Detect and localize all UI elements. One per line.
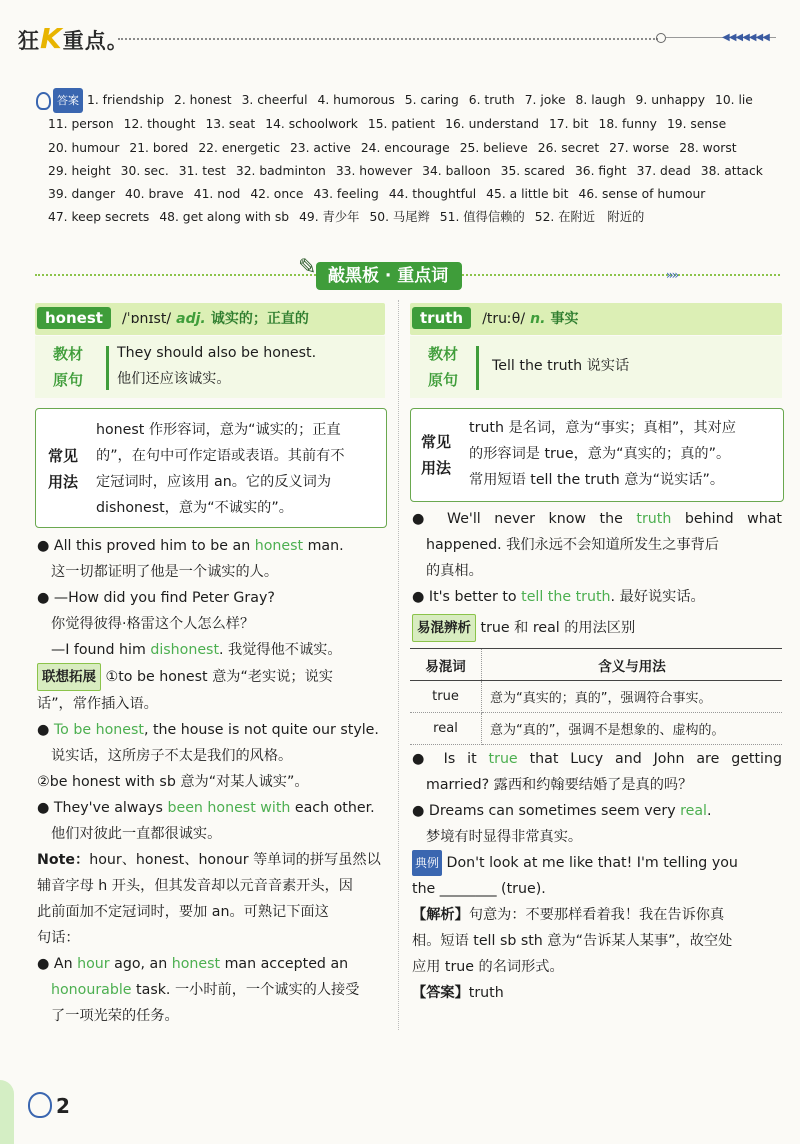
answer-item: 17. bit — [548, 117, 589, 132]
answer-item: 18. funny — [598, 117, 657, 132]
typical-example-blank: the ________ (true). — [412, 881, 546, 897]
answer-item: 24. encourage — [360, 140, 450, 155]
label-original: 原句 — [428, 371, 459, 389]
answer-item: 43. feeling — [313, 187, 379, 202]
answer-item: 36. fight — [574, 163, 627, 178]
note-tag: Note： — [37, 852, 90, 868]
answer-item: 1. friendship — [87, 93, 165, 107]
sentence-en: Tell the truth 说实话 — [492, 358, 630, 374]
comparison-table — [410, 648, 782, 745]
answer-item: 52. 在附近 附近的 — [534, 210, 645, 225]
answer-item: 33. however — [335, 163, 413, 178]
table-row — [410, 713, 782, 745]
examples-truth-2 — [412, 746, 782, 1006]
usage-line: 的”，在句中可作定语或表语。其前有不 — [96, 448, 345, 464]
example-zh: 的真相。 — [426, 563, 483, 579]
answer-item: 9. unhappy — [635, 93, 705, 107]
answer-item: 19. sense — [666, 117, 727, 132]
answer-item: 37. dead — [636, 163, 691, 178]
example-line: ● —How did you find Peter Gray? — [37, 590, 275, 606]
answer-row — [36, 88, 776, 113]
answer-item: 5. caring — [404, 93, 459, 107]
comparison-heading — [412, 614, 782, 642]
page-number: 2 — [56, 1094, 70, 1118]
usage-text — [96, 417, 380, 521]
part-of-speech: adj. — [176, 311, 206, 327]
usage-label: 常见 — [48, 447, 79, 465]
sentence-en: They should also be honest. — [117, 345, 317, 361]
gloss: 诚实的；正直的 — [210, 311, 309, 327]
phonetic: /ˈɒnɪst/ — [122, 311, 172, 327]
table-cell: real — [410, 713, 482, 745]
answer-item: 41. nod — [193, 187, 241, 202]
example-zh: happened. 我们永远不会知道所发生之事背后 — [426, 537, 719, 553]
arrow-left-icon: ◀◀◀◀◀◀◀ — [722, 32, 769, 43]
table-cell: 意为“真实的；真的”，强调符合事实。 — [482, 681, 783, 713]
analysis-line: 【解析】句意为：不要那样看着我！我在告诉你真 — [412, 907, 725, 923]
sentence-zh: 他们还应该诚实。 — [117, 371, 231, 387]
answer-item: 25. believe — [459, 140, 528, 155]
example-zh: 他们对彼此一直都很诚实。 — [51, 826, 222, 842]
answer-item: 21. bored — [129, 140, 189, 155]
chevrons-right-icon: ›››› — [666, 268, 678, 282]
usage-label: 用法 — [421, 459, 452, 477]
label-textbook: 教材 — [428, 345, 459, 363]
example-line: —I found him dishonest. 我觉得他不诚实。 — [51, 642, 342, 658]
label-original: 原句 — [53, 371, 84, 389]
example-line: ● It's better to tell the truth. 最好说实话。 — [412, 589, 705, 605]
answer-row — [36, 160, 776, 183]
answer-item: 28. worst — [679, 140, 737, 155]
answer-item: 4. humorous — [317, 93, 395, 107]
chalkboard-icon: ✎ — [298, 255, 317, 280]
answer-row — [36, 183, 776, 206]
answer-item: 47. keep secrets — [48, 210, 150, 225]
textbook-sentence-truth — [410, 336, 782, 398]
answer-item: 12. thought — [123, 117, 196, 132]
answer-item: 11. person — [48, 117, 114, 132]
answer-item: 31. test — [178, 163, 226, 178]
word-tag: truth — [412, 307, 471, 329]
answer-item: 3. cheerful — [241, 93, 308, 107]
logo-text: 重点 — [62, 29, 107, 53]
answer-item: 13. seat — [205, 117, 256, 132]
answer-item: 44. thoughtful — [388, 187, 477, 202]
answer-item: 39. danger — [48, 187, 116, 202]
extension-line: 话”，常作插入语。 — [37, 696, 158, 712]
table-header: 易混词 — [410, 649, 482, 681]
answer-item: 46. sense of humour — [578, 187, 706, 202]
accent-bar — [476, 346, 479, 390]
answer-item: 35. scared — [500, 163, 565, 178]
example-zh: 梦境有时显得非常真实。 — [426, 829, 583, 845]
note-line: 此前面加不定冠词时，要加 an。可熟记下面这 — [37, 904, 329, 920]
answer-item: 51. 值得信赖的 — [439, 210, 525, 225]
answer-item: 8. laugh — [575, 93, 626, 107]
example-line: ● To be honest, the house is not quite our style. — [37, 722, 379, 738]
word-tag: honest — [37, 307, 111, 329]
answer-item: 30. sec. — [120, 163, 169, 178]
typical-example: 典例 Don't look at me like that! I'm telling you — [412, 850, 782, 876]
analysis-line: 应用 true 的名词形式。 — [412, 959, 564, 975]
answer-item: 26. secret — [537, 140, 600, 155]
usage-label: 常见 — [421, 433, 452, 451]
answer-line: 【答案】truth — [412, 985, 504, 1001]
answer-item: 10. lie — [715, 93, 753, 107]
answer-item: 32. badminton — [235, 163, 326, 178]
logo-k: K — [40, 22, 63, 55]
example-zh: 了一项光荣的任务。 — [51, 1008, 179, 1024]
answer-item: 23. active — [289, 140, 351, 155]
answer-item: 48. get along with sb — [159, 210, 290, 225]
answer-item: 34. balloon — [422, 163, 491, 178]
extension-line: 联想拓展 ①to be honest 意为“老实说；说实 — [37, 663, 387, 691]
word-header-honest — [35, 303, 385, 335]
answer-item: 29. height — [48, 163, 111, 178]
usage-line: 定冠词时，应该用 an。它的反义词为 — [96, 474, 332, 490]
answer-item: 20. humour — [48, 140, 120, 155]
example-zh: 这一切都证明了他是一个诚实的人。 — [51, 564, 279, 580]
table-row — [410, 681, 782, 713]
answer-row — [36, 206, 776, 229]
column-divider — [398, 300, 399, 1030]
example-line: ● An hour ago, an honest man accepted an — [37, 956, 349, 972]
usage-line: 常用短语 tell the truth 意为“说实话”。 — [469, 472, 725, 488]
word-header-truth — [410, 303, 782, 335]
example-zh: 说实话，这所房子不太是我们的风格。 — [51, 748, 293, 764]
usage-line: 的形容词是 true，意为“真实的；真的”。 — [469, 446, 731, 462]
answer-key — [36, 88, 776, 230]
answer-item: 27. worse — [609, 140, 670, 155]
answer-badge: 答案 — [53, 88, 83, 113]
example-zh: married? 露西和约翰要结婚了是真的吗？ — [426, 777, 693, 793]
comparison-title: true 和 real 的用法区别 — [480, 620, 636, 636]
table-header: 含义与用法 — [482, 649, 783, 681]
brand-logo — [18, 22, 129, 55]
example-line: ● All this proved him to be an honest man. — [37, 538, 344, 554]
example-zh: 你觉得彼得·格雷这个人怎么样？ — [51, 616, 255, 632]
example-line: ● Is it true that Lucy and John are getting — [412, 751, 782, 767]
answer-item: 22. energetic — [198, 140, 280, 155]
section-banner: 敲黑板 · 重点词 — [316, 262, 462, 290]
page-corner-decoration — [0, 1080, 14, 1144]
analysis-line: 相。短语 tell sb sth 意为“告诉某人某事”，故空处 — [412, 933, 733, 949]
part-of-speech: n. — [530, 311, 546, 327]
answer-item: 16. understand — [445, 117, 539, 132]
answer-item: 50. 马尾辫 — [369, 210, 430, 225]
answer-item: 38. attack — [700, 163, 763, 178]
usage-label: 用法 — [48, 473, 79, 491]
lightbulb-icon — [36, 92, 51, 110]
answer-item: 15. patient — [367, 117, 436, 132]
answer-item: 2. honest — [174, 93, 232, 107]
table-cell: 意为“真的”，强调不是想象的、虚构的。 — [482, 713, 783, 745]
answer-item: 6. truth — [468, 93, 515, 107]
analysis-tag: 【解析】 — [412, 907, 469, 923]
usage-line: dishonest，意为“不诚实的”。 — [96, 500, 293, 516]
answer-item: 14. schoolwork — [265, 117, 358, 132]
usage-box-truth — [410, 408, 784, 502]
example-line: ● They've always been honest with each other. — [37, 800, 375, 816]
note-line: Note：hour、honest、honour 等单词的拼写虽然以 — [37, 852, 381, 868]
answer-item: 49. 青少年 — [299, 210, 360, 225]
answer-row — [36, 137, 776, 160]
table-cell: true — [410, 681, 482, 713]
answer-item: 45. a little bit — [486, 187, 569, 202]
note-line: 辅音字母 h 开头，但其发音却以元音音素开头，因 — [37, 878, 353, 894]
example-line: honourable task. 一小时前，一个诚实的人接受 — [51, 982, 360, 998]
extension-tag: 联想拓展 — [37, 663, 101, 691]
example-line: ● We'll never know the truth behind what — [412, 511, 782, 527]
example-line: ● Dreams can sometimes seem very real. — [412, 803, 712, 819]
label-textbook: 教材 — [53, 345, 84, 363]
usage-line: truth 是名词，意为“事实；真相”，其对应 — [469, 420, 736, 436]
note-line: 句话： — [37, 930, 80, 946]
usage-text — [469, 415, 779, 493]
gloss: 事实 — [550, 311, 579, 327]
logo-text: 狂 — [18, 29, 40, 53]
examples-honest — [37, 533, 387, 1029]
answer-tag: 【答案】 — [412, 985, 469, 1001]
comparison-tag: 易混辨析 — [412, 614, 476, 642]
answer-item: 42. once — [250, 187, 304, 202]
header-divider — [118, 38, 658, 40]
textbook-sentence-honest — [35, 336, 385, 398]
usage-box-honest — [35, 408, 387, 528]
answer-item: 7. joke — [524, 93, 566, 107]
typical-example-tag: 典例 — [412, 850, 442, 876]
extension-line: ②be honest with sb 意为“对某人诚实”。 — [37, 774, 309, 790]
answer-row — [36, 113, 776, 136]
usage-line: honest 作形容词，意为“诚实的；正直 — [96, 422, 341, 438]
answer-item: 40. brave — [125, 187, 184, 202]
balloon-icon — [28, 1092, 52, 1118]
examples-truth — [412, 506, 782, 610]
logo-dot: 。 — [106, 29, 129, 53]
header-ring-icon — [656, 33, 666, 43]
accent-bar — [106, 346, 109, 390]
phonetic: /truːθ/ — [482, 311, 526, 327]
